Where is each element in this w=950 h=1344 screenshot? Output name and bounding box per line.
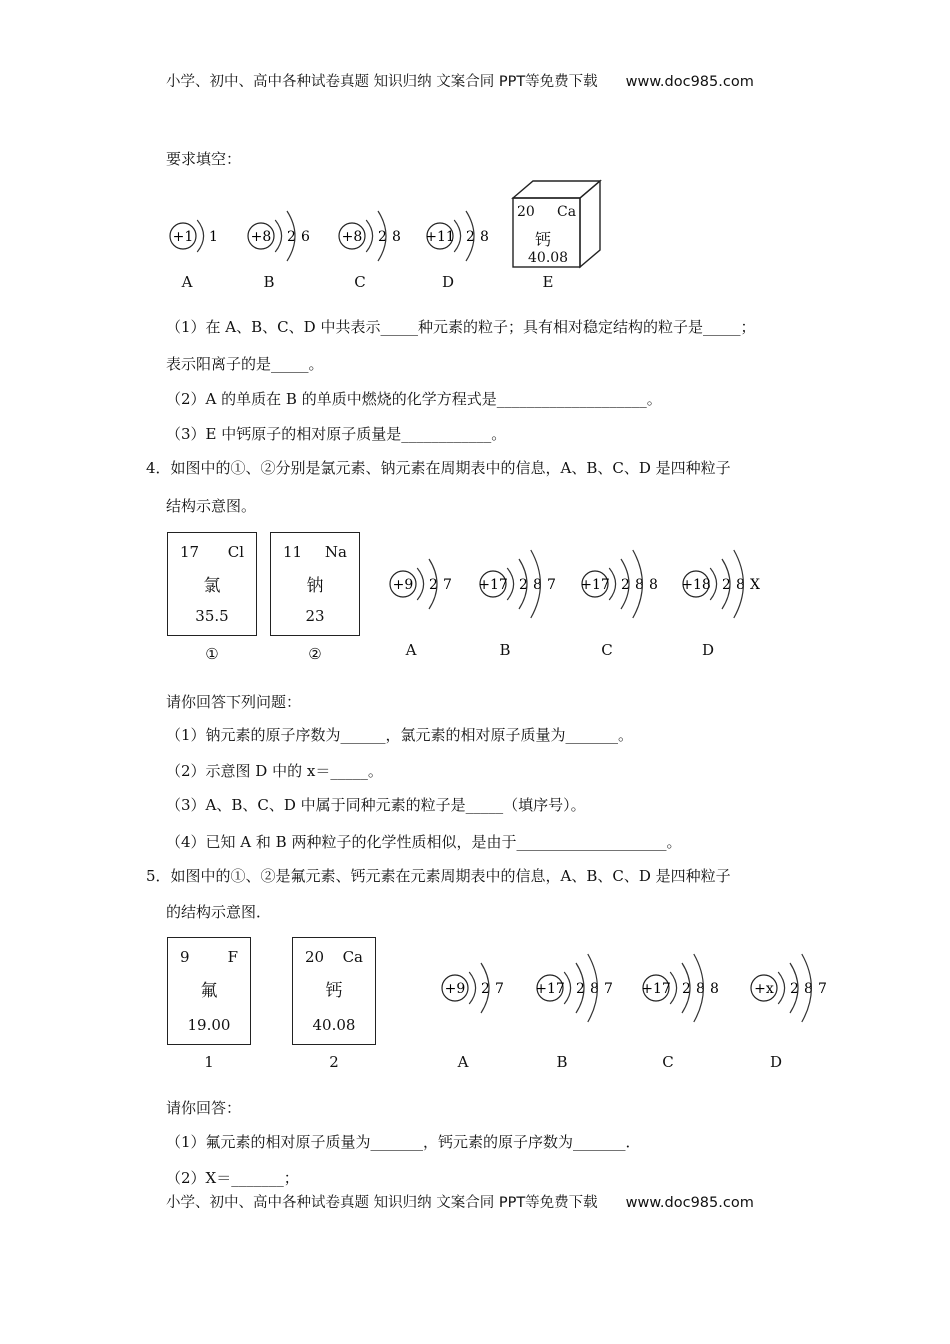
q5-stem: 5．如图中的①、②是氟元素、钙元素在元素周期表中的信息，A、B、C、D 是四种粒子	[146, 867, 731, 885]
atom-label: A	[405, 641, 417, 659]
header-url[interactable]: www.doc985.com	[625, 74, 754, 90]
atomic-number: 11	[283, 543, 303, 561]
nucleus-charge: +17	[580, 577, 610, 593]
element-name: 钙	[325, 981, 343, 1001]
element-name: 氟	[200, 981, 218, 1001]
shell-electron-count: 8	[392, 229, 401, 245]
atomic-number: 20	[305, 948, 325, 966]
shell-electron-count: 8	[635, 577, 644, 593]
shell-electron-count: 8	[480, 229, 489, 245]
atom-label: C	[354, 273, 366, 291]
element-card	[167, 937, 251, 1045]
cube-name: 钙	[535, 230, 552, 249]
element-card	[167, 532, 257, 636]
shell-electron-count: 1	[209, 229, 218, 245]
header-text: 小学、初中、高中各种试卷真题 知识归纳 文案合同 PPT等免费下载	[166, 74, 598, 90]
q3-line-4: （3）E 中钙原子的相对原子质量是____________。	[166, 425, 507, 443]
nucleus-charge: +9	[444, 981, 466, 997]
q5-line-1: （1）氟元素的相对原子质量为_______，钙元素的原子序数为_______．	[166, 1133, 641, 1151]
shell-electron-count: 8	[590, 981, 599, 997]
element-card	[270, 532, 360, 636]
element-card-label: 1	[204, 1053, 214, 1071]
cube-mass: 40.08	[528, 250, 569, 266]
q4-line-4: （4）已知 A 和 B 两种粒子的化学性质相似，是由于____________________。	[166, 833, 682, 851]
shell-electron-count: X	[750, 577, 760, 593]
q5-line-2: （2）X＝_______；	[166, 1169, 299, 1187]
shell-electron-count: 2	[519, 577, 528, 593]
electron-shell-arc	[469, 972, 475, 1004]
atomic-number: 9	[180, 948, 190, 966]
shell-electron-count: 8	[710, 981, 719, 997]
shell-electron-count: 2	[790, 981, 799, 997]
atom-label: D	[441, 273, 455, 291]
electron-shell-arc	[366, 220, 372, 252]
element-card-label: ①	[205, 645, 219, 663]
nucleus-charge: +1	[172, 229, 194, 245]
cube-symbol: Ca	[557, 204, 577, 220]
electron-shell-arc	[670, 972, 676, 1004]
cube-number: 20	[517, 204, 535, 220]
atom-label: B	[263, 273, 275, 291]
q4-line-2: （2）示意图 D 中的 x＝_____。	[166, 762, 383, 780]
electron-shell-arc	[454, 220, 460, 252]
q3-line-2: 表示阳离子的是_____。	[166, 355, 324, 373]
electron-shell-arc	[564, 972, 570, 1004]
element-name: 钠	[306, 576, 324, 596]
nucleus-charge: +17	[641, 981, 671, 997]
q5-prompt: 请你回答：	[166, 1099, 242, 1117]
shell-electron-count: 7	[604, 981, 613, 997]
nucleus-charge: +9	[392, 577, 414, 593]
shell-electron-count: 2	[576, 981, 585, 997]
atomic-mass: 40.08	[312, 1016, 356, 1034]
q4-line-3: （3）A、B、C、D 中属于同种元素的粒子是_____（填序号）。	[166, 796, 586, 814]
electron-shell-arc	[507, 568, 513, 600]
shell-electron-count: 7	[495, 981, 504, 997]
q4-stem-cont: 结构示意图。	[166, 497, 257, 515]
q3-line-1: （1）在 A、B、C、D 中共表示_____种元素的粒子；具有相对稳定结构的粒子是_____；	[166, 318, 756, 336]
footer-text: 小学、初中、高中各种试卷真题 知识归纳 文案合同 PPT等免费下载	[166, 1195, 598, 1211]
nucleus-charge: +8	[250, 229, 272, 245]
atom-diagram-d	[747, 928, 907, 1048]
atom-label: B	[556, 1053, 568, 1071]
shell-electron-count: 6	[301, 229, 310, 245]
nucleus-charge: +11	[425, 229, 455, 245]
element-card-label: 2	[329, 1053, 339, 1071]
shell-electron-count: 8	[804, 981, 813, 997]
electron-shell-arc	[275, 220, 281, 252]
page-header	[166, 70, 754, 91]
q5-stem-cont: 的结构示意图．	[166, 903, 272, 921]
atom-label: D	[701, 641, 715, 659]
q3-intro: 要求填空：	[166, 150, 242, 168]
element-symbol: F	[227, 948, 238, 966]
shell-electron-count: 2	[429, 577, 438, 593]
element-symbol: Cl	[227, 543, 244, 561]
atom-label: A	[181, 273, 193, 291]
atom-label: A	[457, 1053, 469, 1071]
q4-prompt: 请你回答下列问题：	[166, 693, 302, 711]
element-symbol: Ca	[342, 948, 363, 966]
q3-line-3: （2）A 的单质在 B 的单质中燃烧的化学方程式是____________________。	[166, 390, 662, 408]
shell-electron-count: 7	[547, 577, 556, 593]
shell-electron-count: 8	[736, 577, 745, 593]
atom-diagram-d	[679, 524, 839, 644]
atom-label: C	[601, 641, 613, 659]
atomic-mass: 35.5	[195, 607, 229, 625]
nucleus-charge: +17	[535, 981, 565, 997]
atom-label: C	[662, 1053, 674, 1071]
q4-line-1: （1）钠元素的原子序数为______，氯元素的相对原子质量为_______。	[166, 726, 634, 744]
electron-shell-arc	[417, 568, 423, 600]
shell-electron-count: 2	[378, 229, 387, 245]
shell-electron-count: 2	[466, 229, 475, 245]
nucleus-charge: +x	[754, 981, 774, 997]
nucleus-charge: +17	[478, 577, 508, 593]
electron-shell-arc	[609, 568, 615, 600]
nucleus-charge: +8	[341, 229, 363, 245]
element-name: 氯	[203, 576, 221, 596]
shell-electron-count: 8	[533, 577, 542, 593]
q4-stem: 4．如图中的①、②分别是氯元素、钠元素在周期表中的信息，A、B、C、D 是四种粒子	[146, 459, 731, 477]
shell-electron-count: 7	[443, 577, 452, 593]
element-symbol: Na	[324, 543, 347, 561]
element-card	[292, 937, 376, 1045]
shell-electron-count: 2	[481, 981, 490, 997]
nucleus-charge: +18	[681, 577, 711, 593]
page-footer	[166, 1191, 754, 1212]
shell-electron-count: 2	[722, 577, 731, 593]
electron-shell-arc	[710, 568, 716, 600]
shell-electron-count: 2	[682, 981, 691, 997]
atomic-mass: 23	[305, 607, 325, 625]
shell-electron-count: 7	[818, 981, 827, 997]
atom-label: B	[499, 641, 511, 659]
shell-electron-count: 2	[287, 229, 296, 245]
cube-label: E	[542, 273, 554, 291]
electron-shell-arc	[197, 220, 203, 252]
atom-label: D	[769, 1053, 783, 1071]
atomic-number: 17	[180, 543, 200, 561]
atomic-mass: 19.00	[187, 1016, 231, 1034]
footer-url[interactable]: www.doc985.com	[625, 1195, 754, 1211]
shell-electron-count: 8	[649, 577, 658, 593]
electron-shell-arc	[778, 972, 784, 1004]
shell-electron-count: 2	[621, 577, 630, 593]
element-card-label: ②	[308, 645, 322, 663]
shell-electron-count: 8	[696, 981, 705, 997]
